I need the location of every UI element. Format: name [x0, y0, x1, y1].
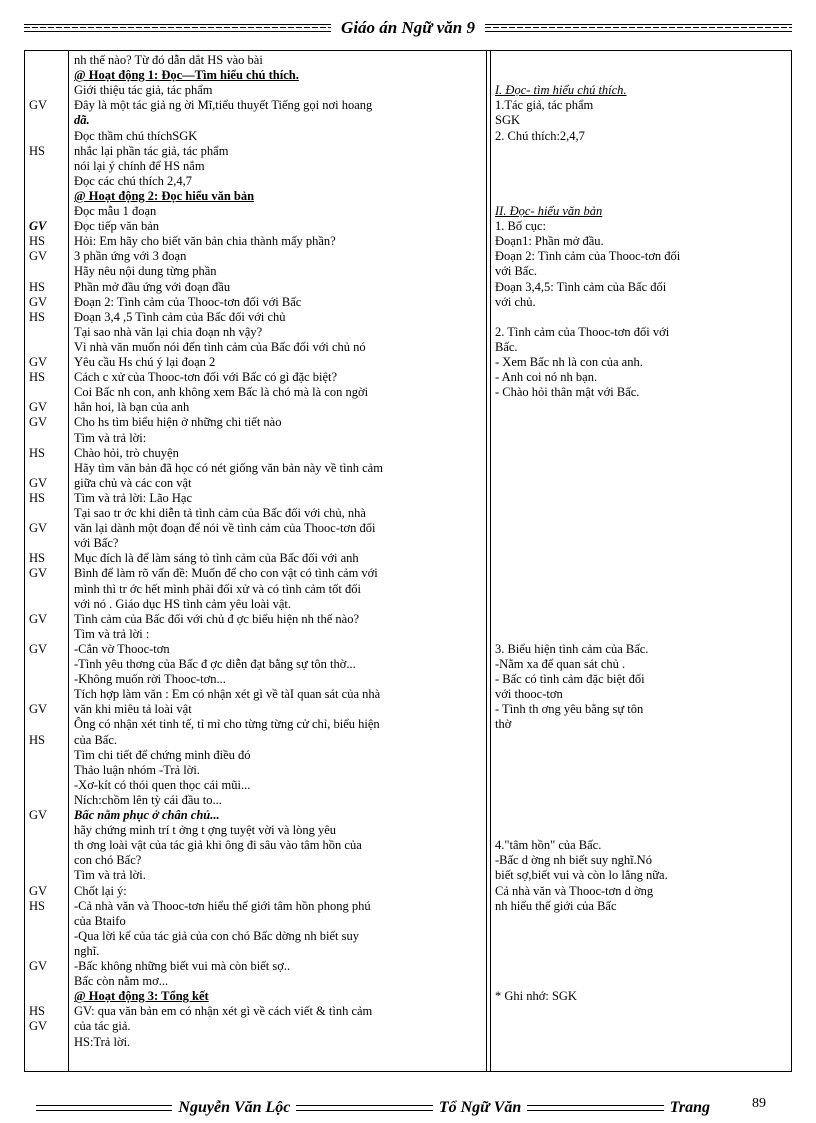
footer-group: Tổ Ngữ Văn	[438, 1099, 522, 1116]
row-main-text: với Bấc?	[74, 536, 119, 551]
row-main-text: hẳn hoi, là bạn của anh	[74, 400, 190, 415]
row-role: GV	[29, 641, 48, 656]
row-main-text: mình thì tr ớc hết mình phải đối xử và có tình cảm tốt đối	[74, 581, 361, 596]
footer-rule	[296, 1105, 432, 1111]
header-title: Giáo án Ngữ văn 9	[341, 18, 475, 37]
row-main-text: -Xơ-kít có thói quen thọc cái mũi...	[74, 777, 251, 792]
row-role: HS	[29, 279, 45, 294]
table-row	[25, 521, 791, 536]
row-main-text: Đọc các chú thích 2,4,7	[74, 173, 193, 188]
row-side-note: nh hiểu thế giới của Bấc	[495, 898, 617, 913]
row-main-text: văn lại dành một đoạn để nói về tình cảm của Thooc-tơn đối	[74, 521, 376, 536]
table-row	[25, 597, 791, 612]
table-row	[25, 113, 791, 128]
row-role: GV	[29, 219, 47, 234]
table-row	[25, 748, 791, 763]
table-row	[25, 868, 791, 883]
row-main-text: Coi Bấc nh con, anh không xem Bấc là chó mà là con ngời	[74, 385, 369, 400]
table-row	[25, 1019, 791, 1034]
row-main-text: hãy chứng minh trí t ởng t ợng tuyệt vời và lòng yêu	[74, 823, 336, 838]
row-role: HS	[29, 551, 45, 566]
table-row	[25, 763, 791, 778]
row-side-note: - Anh coi nó nh bạn.	[495, 370, 598, 385]
row-main-text: Chào hỏi, trò chuyện	[74, 445, 179, 460]
row-side-note: với Bấc.	[495, 264, 538, 279]
row-main-text: nghĩ.	[74, 943, 100, 958]
row-main-text: Thảo luận nhóm -Trả lời.	[74, 762, 200, 777]
row-main-text: của Bấc.	[74, 732, 118, 747]
row-main-text: văn khi miêu tả loài vật	[74, 702, 192, 717]
header-rule-left	[24, 24, 331, 32]
table-row	[25, 129, 791, 144]
table-row	[25, 582, 791, 597]
row-side-note: 4."tâm hồn" của Bấc.	[495, 838, 602, 853]
table-row	[25, 280, 791, 295]
row-side-note: - Bấc có tình cảm đặc biệt đối	[495, 672, 645, 687]
table-row	[25, 657, 791, 672]
table-row	[25, 838, 791, 853]
row-main-text: Đoạn 2: Tình cảm của Thooc-tơn đối với Bấc	[74, 294, 302, 309]
table-row	[25, 249, 791, 264]
row-main-text: Tìm chi tiết để chứng minh điều đó	[74, 747, 251, 762]
table-row	[25, 234, 791, 249]
row-role: GV	[29, 355, 48, 369]
row-role: HS	[29, 898, 45, 913]
row-main-text: Đọc mẫu 1 đoạn	[74, 204, 157, 218]
table-row	[25, 83, 791, 98]
row-main-text: Cách c xử của Thooc-tơn đối với Bấc có gì đặc biệt?	[74, 370, 338, 385]
table-row	[25, 295, 791, 310]
row-main-text: -Không muốn rời Thooc-tơn...	[74, 672, 226, 687]
row-side-note: với chủ.	[495, 294, 536, 309]
row-side-note: thờ	[495, 717, 512, 732]
row-role: GV	[29, 611, 48, 626]
row-main-text: dã.	[74, 113, 90, 128]
row-side-note: Cả nhà văn và Thooc-tơn d ờng	[495, 883, 654, 898]
table-row	[25, 853, 791, 868]
row-side-note: Đoạn 2: Tình cảm của Thooc-tơn đối	[495, 249, 681, 264]
row-main-text: Đây là một tác giả ng ời Mĩ,tiểu thuyết Tiếng gọi nơi hoang	[74, 98, 373, 113]
row-main-text: @ Hoạt động 1: Đọc—Tìm hiểu chú thích.	[74, 68, 299, 83]
row-main-text: của tác giả.	[74, 1019, 131, 1034]
table-row	[25, 672, 791, 687]
row-side-note: 2. Tình cảm của Thooc-tơn đối với	[495, 324, 670, 339]
table-row	[25, 536, 791, 551]
row-main-text: @ Hoạt động 2: Đọc hiểu văn bản	[74, 188, 255, 203]
row-role: HS	[29, 732, 45, 747]
row-role: GV	[29, 475, 48, 490]
row-role: GV	[29, 702, 48, 717]
row-role: GV	[29, 415, 48, 430]
page-number: 89	[752, 1096, 766, 1111]
row-main-text: nói lại ý chính để HS nắm	[74, 158, 205, 173]
table-row	[25, 778, 791, 793]
row-main-text: GV: qua văn bản em có nhận xét gì về cách viết & tình cảm	[74, 1004, 373, 1019]
row-side-note: Bấc.	[495, 339, 518, 354]
table-row	[25, 627, 791, 642]
row-side-note: Đoạn1: Phần mở đầu.	[495, 234, 604, 249]
table-row	[25, 491, 791, 506]
row-main-text: HS:Trả lời.	[74, 1034, 131, 1049]
row-main-text: Bình để làm rõ vấn đề: Muốn để cho con vật có tình cảm với	[74, 566, 378, 581]
table-row	[25, 551, 791, 566]
table-row	[25, 159, 791, 174]
row-main-text: Vì nhà văn muốn nói đến tình cảm của Bấc đối với chủ nó	[74, 339, 366, 354]
row-role: HS	[29, 445, 45, 460]
row-role: GV	[29, 400, 48, 415]
table-row	[25, 310, 791, 325]
table-row	[25, 385, 791, 400]
table-row	[25, 717, 791, 732]
row-main-text: -Cả nhà văn và Thooc-tơn hiểu thế giới tâm hồn phong phú	[74, 898, 371, 913]
row-main-text: Phần mở đầu ứng với đoạn đầu	[74, 279, 231, 294]
row-role: GV	[29, 294, 48, 309]
row-role: HS	[29, 234, 45, 249]
row-main-text: nhắc lại phần tác giả, tác phẩm	[74, 143, 229, 158]
lesson-table	[24, 50, 792, 1072]
row-role: HS	[29, 1004, 45, 1019]
footer-rule	[527, 1105, 663, 1111]
table-row	[25, 612, 791, 627]
table-row	[25, 98, 791, 113]
table-row	[25, 461, 791, 476]
row-role: HS	[29, 370, 45, 385]
row-main-text: -Cắn vờ Thooc-tơn	[74, 641, 170, 656]
row-main-text: nh thế nào? Từ đó dẫn dắt HS vào bài	[74, 53, 263, 67]
table-row	[25, 144, 791, 159]
row-main-text: Bấc còn nằm mơ...	[74, 974, 169, 989]
row-main-text: của Btaifo	[74, 913, 126, 928]
table-row	[25, 959, 791, 974]
row-side-note: Đoạn 3,4,5: Tình cảm của Bấc đối	[495, 279, 667, 294]
row-main-text: Cho hs tìm biểu hiện ở những chi tiết nào	[74, 415, 282, 430]
row-side-note: 1. Bố cục:	[495, 219, 547, 234]
row-side-note: I. Đọc- tìm hiểu chú thích.	[495, 83, 627, 98]
row-main-text: với nó . Giáo dục HS tình cảm yêu loài vật.	[74, 596, 291, 611]
row-side-note: - Chào hỏi thân mật với Bấc.	[495, 385, 640, 400]
row-side-note: 3. Biểu hiện tình cảm của Bấc.	[495, 641, 649, 656]
row-main-text: @ Hoạt động 3: Tổng kết	[74, 989, 209, 1004]
footer-author: Nguyễn Văn Lộc	[178, 1099, 291, 1116]
table-row	[25, 642, 791, 657]
row-main-text: Yêu cầu Hs chú ý lại đoạn 2	[74, 355, 216, 369]
table-row	[25, 899, 791, 914]
footer-page-word: Trang	[669, 1099, 711, 1116]
table-row	[25, 400, 791, 415]
table-row	[25, 687, 791, 702]
row-main-text: 3 phần ứng với 3 đoạn	[74, 249, 187, 264]
row-main-text: Đọc tiếp văn bản	[74, 219, 160, 234]
table-row	[25, 823, 791, 838]
row-main-text: Đoạn 3,4 ,5 Tình cảm của Bấc đối với chủ	[74, 309, 286, 324]
table-row	[25, 702, 791, 717]
row-side-note: -Nằm xa để quan sát chủ .	[495, 657, 626, 671]
row-role: GV	[29, 959, 48, 973]
table-row	[25, 189, 791, 204]
table-row	[25, 989, 791, 1004]
row-main-text: th ơng loài vật của tác giả khi ông đi sâu vào tâm hồn của	[74, 838, 362, 853]
row-side-note: biết sợ,biết vui và còn lo lắng nữa.	[495, 868, 668, 883]
row-main-text: Tại sao tr ớc khi diễn tả tình cảm của Bấc đối với chủ, nhà	[74, 506, 366, 520]
row-main-text: Hãy tìm văn bản đã học có nét giống văn bản này về tình cảm	[74, 460, 383, 475]
row-role: HS	[29, 143, 45, 158]
row-side-note: với thooc-tơn	[495, 687, 563, 702]
row-main-text: -Qua lời kể của tác giả của con chó Bấc dờng nh biết suy	[74, 928, 359, 943]
table-row	[25, 204, 791, 219]
row-role: GV	[29, 521, 48, 536]
table-row	[25, 1035, 791, 1050]
header-rule-right	[485, 24, 792, 32]
table-row	[25, 446, 791, 461]
row-main-text: Ních:chồm lên tỳ cái đầu to...	[74, 792, 222, 807]
row-main-text: -Bấc không những biết vui mà còn biết sợ..	[74, 959, 291, 973]
row-main-text: Mục đích là để làm sáng tỏ tình cảm của Bấc đối với anh	[74, 551, 359, 566]
row-role: GV	[29, 98, 48, 113]
table-row	[25, 325, 791, 340]
table-row	[25, 264, 791, 279]
table-row	[25, 68, 791, 83]
table-row	[25, 808, 791, 823]
table-row	[25, 914, 791, 929]
row-main-text: con chó Bấc?	[74, 853, 142, 868]
row-main-text: Hỏi: Em hãy cho biết văn bản chia thành mấy phần?	[74, 234, 336, 249]
row-main-text: Đọc thầm chú thíchSGK	[74, 128, 198, 143]
table-row	[25, 566, 791, 581]
row-side-note: SGK	[495, 113, 521, 128]
table-row	[25, 355, 791, 370]
table-row	[25, 431, 791, 446]
table-row	[25, 219, 791, 234]
page-footer	[30, 1098, 770, 1118]
table-row	[25, 733, 791, 748]
page-header	[24, 18, 792, 38]
row-side-note: 2. Chú thích:2,4,7	[495, 128, 585, 143]
table-row	[25, 415, 791, 430]
row-main-text: Bấc nằm phục ở chân chủ...	[74, 808, 220, 822]
row-main-text: Chốt lại ý:	[74, 883, 127, 898]
row-side-note: - Xem Bấc nh là con của anh.	[495, 355, 643, 369]
table-row	[25, 476, 791, 491]
table-row	[25, 944, 791, 959]
row-role: GV	[29, 249, 48, 264]
row-main-text: -Tình yêu thơng của Bấc đ ợc diễn đạt bằng sự tôn thờ...	[74, 657, 356, 671]
footer-rule	[36, 1105, 172, 1111]
table-row	[25, 793, 791, 808]
row-main-text: Tìm và trả lời: Lão Hạc	[74, 490, 193, 505]
row-role: HS	[29, 490, 45, 505]
row-role: GV	[29, 566, 48, 581]
row-main-text: Tìm và trả lời:	[74, 430, 147, 445]
table-row	[25, 1004, 791, 1019]
table-row	[25, 506, 791, 521]
row-side-note: -Bấc d ờng nh biết suy nghĩ.Nó	[495, 853, 652, 868]
table-row	[25, 53, 791, 68]
row-main-text: Tại sao nhà văn lại chia đoạn nh vậy?	[74, 324, 263, 339]
row-role: GV	[29, 883, 48, 898]
row-side-note: * Ghi nhớ: SGK	[495, 989, 577, 1004]
row-main-text: Tích hợp làm văn : Em có nhận xét gì về tàI quan sát của nhà	[74, 687, 381, 702]
row-side-note: 1.Tác giả, tác phẩm	[495, 98, 594, 113]
row-side-note: - Tình th ơng yêu bằng sự tôn	[495, 702, 644, 717]
row-main-text: giữa chủ và các con vật	[74, 475, 192, 490]
row-role: HS	[29, 309, 45, 324]
table-row	[25, 929, 791, 944]
row-main-text: Hãy nêu nội dung từng phần	[74, 264, 217, 279]
row-main-text: Tìm và trả lời.	[74, 868, 146, 883]
row-main-text: Tìm và trả lời :	[74, 626, 150, 641]
table-row	[25, 884, 791, 899]
row-main-text: Ông có nhận xét tinh tế, tỉ mỉ cho từng từng cử chỉ, biểu hiện	[74, 717, 380, 732]
row-main-text: Tình cảm của Bấc đối với chủ đ ợc biểu hiện nh thế nào?	[74, 611, 360, 626]
table-row	[25, 370, 791, 385]
table-row	[25, 974, 791, 989]
row-role: GV	[29, 1019, 48, 1034]
row-side-note: II. Đọc- hiểu văn bản	[495, 204, 603, 218]
table-row	[25, 340, 791, 355]
row-main-text: Giới thiệu tác giả, tác phẩm	[74, 83, 213, 98]
table-row	[25, 174, 791, 189]
row-role: GV	[29, 808, 48, 822]
